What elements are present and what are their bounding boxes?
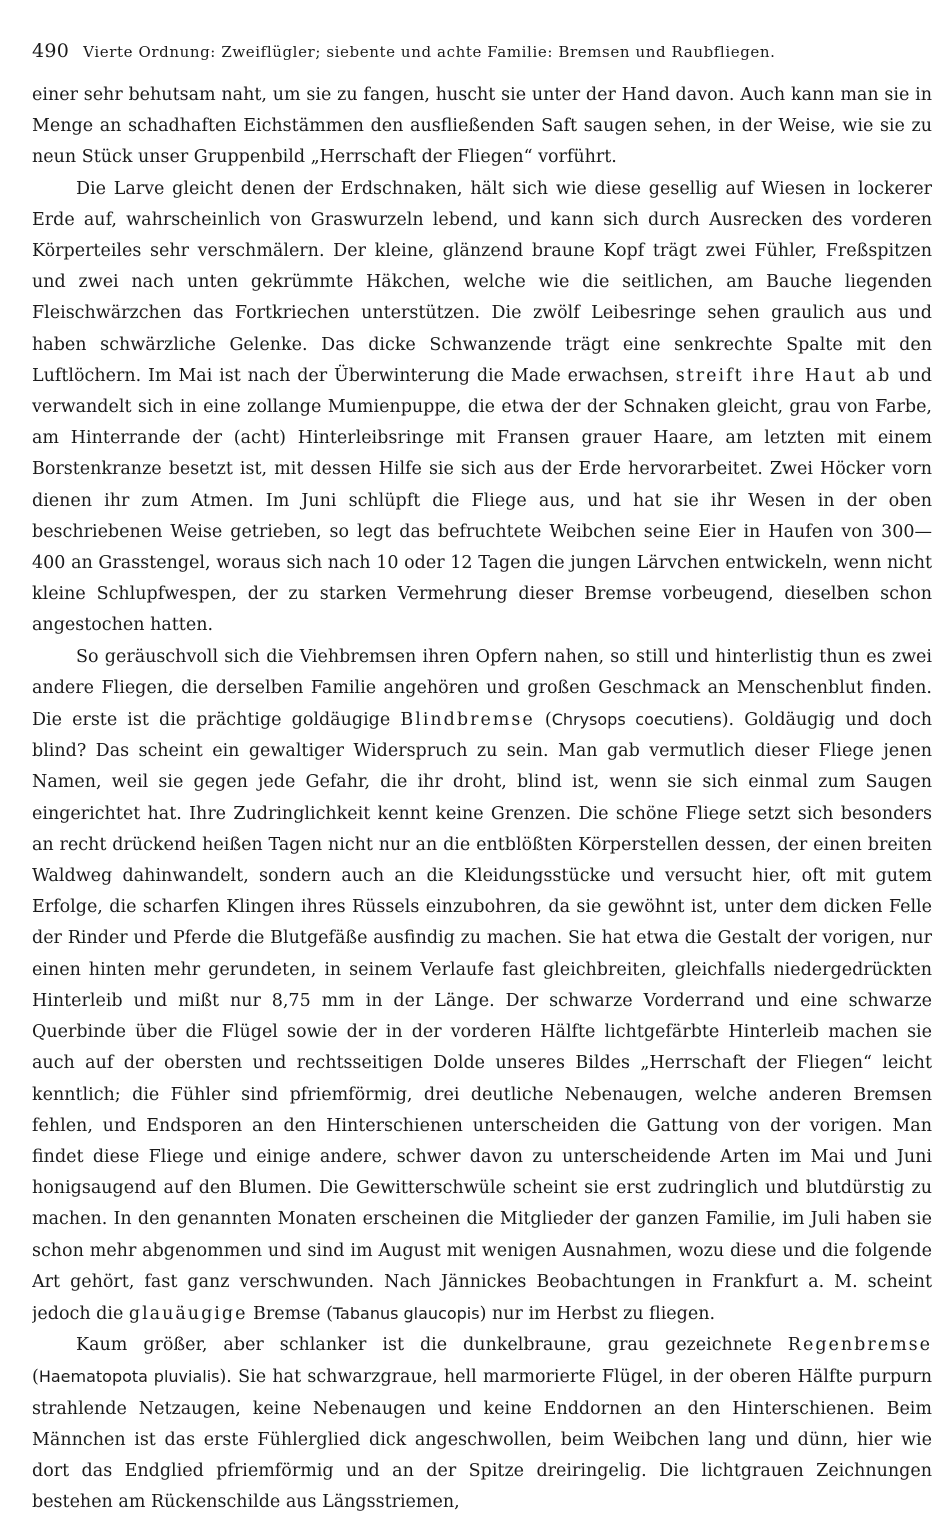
page-number: 490 [32,40,70,62]
paragraph [32,80,932,174]
text-run: Kaum größer, aber schlanker ist die dunkelbraune, grau gezeichnete [76,1335,788,1356]
latin-name: Chrysops coecutiens [551,710,722,730]
text-run: ) nur im Herbst zu fliegen. [479,1303,716,1324]
text-run: einer sehr behutsam naht, um sie zu fangen, huscht sie unter der Hand davon. Auch kann man sie in Menge an schadhaften Eichstämmen den ausfließenden Saft saugen sehen, in der Weise, wie sie zu neun Stück unser Gruppenbild „Herrschaft der Fliegen“ vorführt. [32,85,932,168]
text-run: ). Goldäugig und doch blind? Das scheint ein gewaltiger Widerspruch zu sein. Man gab vermutlich dieser Fliege jenen Namen, weil sie gegen jede Gefahr, die ihr droht, blind ist, wenn sie sich einmal zum Saugen eingerichtet hat. Ihre Zudringlichkeit kennt keine Grenzen. Die schöne Fliege setzt sich besonders an recht drückend heißen Tagen nicht nur an die entblößten Körperstellen dessen, der einen breiten Waldweg dahinwandelt, sondern auch an die Kleidungsstücke und versucht hier, oft mit gutem Erfolge, die scharfen Klingen ihres Rüssels einzubohren, da sie gewöhnt ist, unter dem dicken Felle der Rinder und Pferde die Blutgefäße ausfindig zu machen. Sie hat etwa die Gestalt der vorigen, nur einen hinten mehr gerundeten, in seinem Verlaufe fast gleichbreiten, gleichfalls niedergedrückten Hinterleib und mißt nur 8,75 mm in der Länge. Der schwarze Vorderrand und eine schwarze Querbinde über die Flügel sowie der in der vorderen Hälfte lichtgefärbte Hinterleib machen sie auch auf der obersten und rechtsseitigen Dolde unseres Bildes „Herrschaft der Fliegen“ leicht kenntlich; die Fühler sind pfriemförmig, drei deutliche Nebenaugen, welche anderen Bremsen fehlen, und Endsporen an den Hinterschienen unterscheiden die Gattung von der vorigen. Man findet diese Fliege und einige andere, schwer davon zu unterscheidende Arten im Mai und Juni honigsaugend auf den Blumen. Die Gewitterschwüle scheint sie erst zudringlich und blutdürstig zu machen. In den genannten Monaten erscheinen die Mitglieder der ganzen Familie, im Juli haben sie schon mehr abgenommen und sind im August mit wenigen Ausnahmen, wozu diese und die folgende Art gehört, fast ganz verschwunden. Nach Jännickes Beobachtungen in Frankfurt a. M. scheint jedoch die [32,710,932,1324]
latin-name: Tabanus glaucopis [332,1303,480,1323]
latin-name: Haematopota pluvialis [38,1367,220,1387]
running-head-title: Vierte Ordnung: Zweiflügler; siebente und achte Familie: Bremsen und Raubfliegen. [83,43,776,61]
spaced-emphasis: Blindbremse [400,710,535,731]
text-run: So geräuschvoll sich die Viehbremsen ihren Opfern nahen, so still und hinterlistig thun es zwei andere Fliegen, die derselben Familie angehören und großen Geschmack an Menschenblut finden. Die erste ist die prächtige goldäugige [32,646,932,731]
running-head [32,40,932,70]
text-run: und verwandelt sich in eine zollange Mumienpuppe, die etwa der der Schnaken gleicht, grau von Farbe, am Hinterrande der (acht) Hinterleibsringe mit Fransen grauer Haare, am letzten mit einem Borstenkranze besetzt ist, mit dessen Hilfe sie sich aus der Erde hervorarbeitet. Zwei Höcker vorn dienen ihr zum Atmen. Im Juni schlüpft die Fliege aus, und hat sie ihr Wesen in der oben beschriebenen Weise getrieben, so legt das befruchtete Weibchen seine Eier in Haufen von 300—400 an Grasstengel, woraus sich nach 10 oder 12 Tagen die jungen Lärvchen entwickeln, wenn nicht kleine Schlupfwespen, der zu starken Vermehrung dieser Bremse vorbeugend, dieselben schon angestochen hatten. [32,365,932,636]
text-run: Bremse ( [247,1303,333,1324]
spaced-emphasis: streift ihre Haut ab [675,365,892,386]
text-run: ( [534,710,552,731]
paragraph [32,1330,932,1518]
body-text [32,80,932,1518]
paragraph [32,642,932,1330]
book-page [32,40,932,1520]
text-run: Die Larve gleicht denen der Erdschnaken, hält sich wie diese gesellig auf Wiesen in lockerer Erde auf, wahrscheinlich von Graswurzeln lebend, und kann sich durch Ausrecken des vorderen Körperteiles sehr verschmälern. Der kleine, glänzend braune Kopf trägt zwei Fühler, Freßspitzen und zwei nach unten gekrümmte Häkchen, welche wie die seitlichen, am Bauche liegenden Fleischwärzchen das Fortkriechen unterstützen. Die zwölf Leibesringe sehen graulich aus und haben schwärzliche Gelenke. Das dicke Schwanzende trägt eine senkrechte Spalte mit den Luftlöchern. Im Mai ist nach der Überwinterung die Made erwachsen, [32,178,932,386]
spaced-emphasis: glauäugige [128,1303,248,1324]
paragraph [32,174,932,642]
text-run: ). Sie hat schwarzgraue, hell marmorierte Flügel, in der oberen Hälfte purpurn strahlende Netzaugen, keine Nebenaugen und keine Enddornen an den Hinterschienen. Beim Männchen ist das erste Fühlerglied dick angeschwollen, beim Weibchen lang und dünn, hier wie dort das Endglied pfriemförmig und an der Spitze dreiringelig. Die lichtgrauen Zeichnungen bestehen am Rückenschilde aus Längsstriemen, [32,1367,932,1513]
spaced-emphasis: Regenbremse [787,1335,932,1356]
text-run: ( [32,1367,39,1388]
